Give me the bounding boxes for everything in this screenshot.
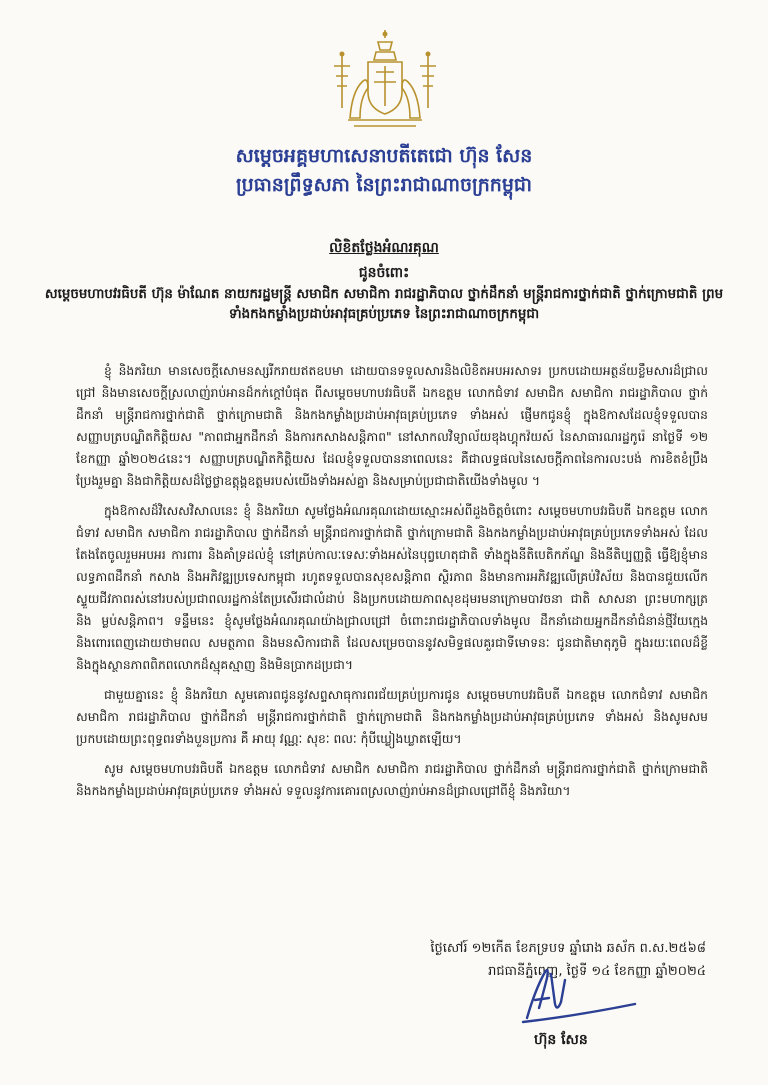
sender-title: ប្រធានព្រឹទ្ធសភា នៃព្រះរាជាណាចក្រកម្ពុជា xyxy=(236,174,532,196)
document-type: លិខិតថ្លែងអំណរគុណ xyxy=(329,240,439,256)
handwritten-signature-icon xyxy=(505,960,645,1030)
paragraph-1: ខ្ញុំ និងភរិយា មានសេចក្ដីសោមនស្សរីករាយឥតឧបមា ដោយបានទទួលសារនិងលិខិតអបអរសាទរ ប្រកបដោយអត្ថន័យខ្លឹមសារដ៏ជ្រាលជ្រៅ និងមានសេចក្ដីស្រលាញ់រាប់អានដ៏កក់ក្ដៅបំផុត ពីសម្ដេចមហាបវរធិបតី ឯកឧត្តម លោកជំទាវ សមាជិក សមាជិកា រាជរដ្ឋាភិបាល ថ្នាក់ដឹកនាំ មន្ត្រីរាជការថ្នាក់ជាតិ ថ្នាក់ក្រោមជាតិ និងកងកម្លាំងប្រដាប់អាវុធគ្រប់ប្រភេទ ទាំងអស់ ផ្ញើមកជូនខ្ញុំ ក្នុងឱកាសដែលខ្ញុំទទួលបាន សញ្ញាបត្របណ្ឌិតកិត្តិយស "ភាពជាអ្នកដឹកនាំ និងការកសាងសន្តិភាព" នៅសាកលវិទ្យាល័យឌុងហ្គុកវ៉យស៍ នៃសាធារណរដ្ឋកូរ៉េ នាថ្ងៃទី ១២ ខែកញ្ញា ឆ្នាំ២០២៤នេះ។ សញ្ញាបត្របណ្ឌិតកិត្តិយស ដែលខ្ញុំទទួលបាននាពេលនេះ គឺជាលទ្ធផលនៃសេចក្ដីភាពនៃការលះបង់ ការខិតខំប្រឹងប្រែងរួមគ្នា និងជាកិត្តិយសដ៏ថ្លៃថ្លាឧត្ដុង្គឧត្ដមរបស់យើងទាំងអស់គ្នា និងសម្រាប់ប្រជាជាតិយើងទាំងមូល ។ xyxy=(76,364,708,488)
signatory-name: ហ៊ុន សែន xyxy=(534,1032,588,1048)
royal-coat-of-arms-icon xyxy=(324,26,446,134)
paragraph-3: ជាមួយគ្នានេះ ខ្ញុំ និងភរិយា សូមគោរពជូននូវសព្ទសាធុការពរជ័យគ្រប់ប្រការជូន សម្ដេចមហាបវរធិបតី ឯកឧត្តម លោកជំទាវ សមាជិក សមាជិកា រាជរដ្ឋាភិបាល ថ្នាក់ដឹកនាំ មន្ត្រីរាជការថ្នាក់ជាតិ ថ្នាក់ក្រោមជាតិ និងកងកម្លាំងប្រដាប់អាវុធគ្រប់ប្រភេទ ទាំងអស់ និងសូមសមប្រកបដោយព្រះពុទ្ធពរទាំងបួនប្រការ គឺ អាយុ វណ្ណៈ សុខៈ ពលៈ កុំបីឃ្លៀងឃ្លាតឡើយ។ xyxy=(76,688,708,746)
paragraph-4: សូម សម្ដេចមហាបវរធិបតី ឯកឧត្តម លោកជំទាវ សមាជិក សមាជិកា រាជរដ្ឋាភិបាល ថ្នាក់ដឹកនាំ មន្ត្រីរាជការថ្នាក់ជាតិ ថ្នាក់ក្រោមជាតិ និងកងកម្លាំងប្រដាប់អាវុធគ្រប់ប្រភេទ ទាំងអស់ ទទួលនូវការគោរពស្រលាញ់រាប់អានដ៏ជ្រាលជ្រៅពីខ្ញុំ និងភរិយា។ xyxy=(76,762,708,798)
letter-body xyxy=(76,360,708,810)
sender-name: សម្ដេចអគ្គមហាសេនាបតីតេជោ ហ៊ុន សែន xyxy=(235,145,533,167)
place-and-date: រាជធានីភ្នំពេញ, ថ្ងៃទី ១៤ ខែកញ្ញា ឆ្នាំ២០២៤ xyxy=(488,964,706,979)
recipients: សម្ដេចមហាបវរធិបតី ហ៊ុន ម៉ាណែត នាយករដ្ឋមន្ត្រី សមាជិក សមាជិកា រាជរដ្ឋាភិបាល ថ្នាក់ដឹកនាំ មន្ត្រីរាជការថ្នាក់ជាតិ ថ្នាក់ក្រោមជាតិ ព្រមទាំងកងកម្លាំងប្រដាប់អាវុធគ្រប់ប្រភេទ នៃព្រះរាជាណាចក្រកម្ពុជា xyxy=(44,287,724,322)
paragraph-2: ក្នុងឱកាសដ៏វិសេសវិសាលនេះ ខ្ញុំ និងភរិយា សូមថ្លែងអំណរគុណដោយស្មោះអស់ពីដួងចិត្តចំពោះ សម្ដេចមហាបវរធិបតី ឯកឧត្តម លោកជំទាវ សមាជិក សមាជិកា រាជរដ្ឋាភិបាល ថ្នាក់ដឹកនាំ មន្ត្រីរាជការថ្នាក់ជាតិ ថ្នាក់ក្រោមជាតិ និងកងកម្លាំងប្រដាប់អាវុធគ្រប់ប្រភេទទាំងអស់ ដែលតែងតែចូលរួមអបអរ ការពារ និងគាំទ្រដល់ខ្ញុំ នៅគ្រប់កាលៈទេសៈទាំងអស់នៃបុព្វហេតុជាតិ ទាំងក្នុងនីតិបេតិកភ័ណ្ឌ និងនីតិប្បញ្ញត្តិ ធ្វើឱ្យខ្ញុំមានលទ្ធភាពដឹកនាំ កសាង និងអភិវឌ្ឍប្រទេសកម្ពុជា រហូតទទួលបានសុខសន្តិភាព ស្ថិរភាព និងមានការអភិវឌ្ឍលើគ្រប់វិស័យ និងបានជួយលើកស្ទួយជីវភាពរស់នៅរបស់ប្រជាពលរដ្ឋកាន់តែប្រសើរជាលំដាប់ និងប្រកបដោយភាពសុខដុមរមនាក្រោមបាវចនា ជាតិ សាសនា ព្រះមហាក្សត្រ និង ម្លប់សន្តិភាព។ ទន្ទឹមនេះ ខ្ញុំសូមថ្លែងអំណរគុណយ៉ាងជ្រាលជ្រៅ ចំពោះរាជរដ្ឋាភិបាលទាំងមូល ដឹកនាំដោយអ្នកដឹកនាំជំនាន់ថ្មីវ័យក្មេង និងពោរពេញដោយថាមពល សមត្ថភាព និងមនសិការជាតិ ដែលសម្រេចបាននូវសមិទ្ធផលគួរជាទីមោទនៈ ជូនជាតិមាតុភូមិ ក្នុងរយៈពេលដ៏ខ្លី និងក្នុងស្ថានភាពពិភពលោកដ៏ស្មុគស្មាញ និងមិនប្រាកដប្រជា។ xyxy=(76,504,708,672)
lunar-date: ថ្ងៃសៅរ៍ ១២កើត ខែភទ្របទ ឆ្នាំរោង ឆស័ក ព.ស.២៥៦៨ xyxy=(430,941,706,956)
addressed-to: ជូនចំពោះ xyxy=(358,265,410,281)
